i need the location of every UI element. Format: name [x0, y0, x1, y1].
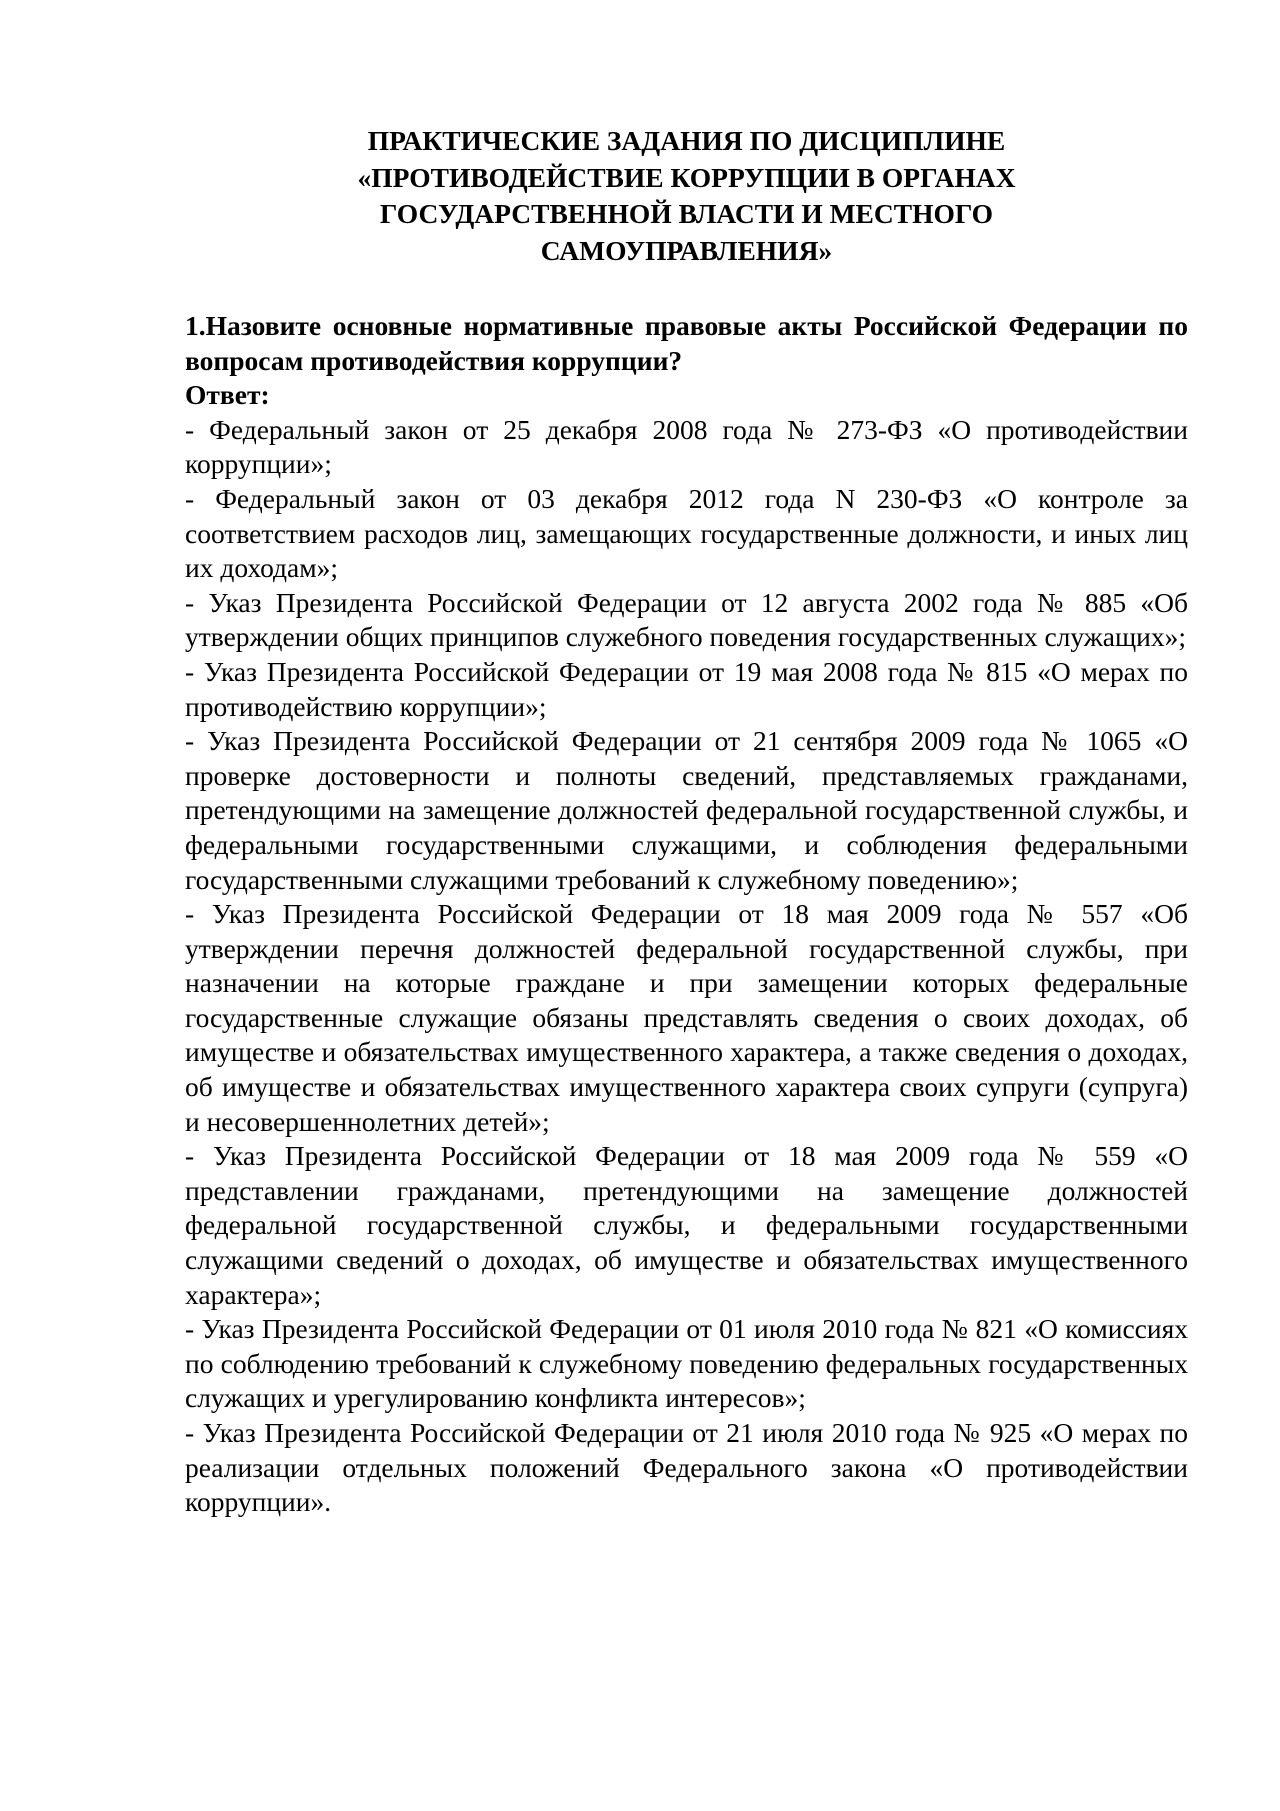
title-line-3: ГОСУДАРСТВЕННОЙ ВЛАСТИ И МЕСТНОГО [379, 198, 994, 229]
answer-item-6: - Указ Президента Российской Федерации от 18 мая 2009 года № 557 «Об утверждении перечня должностей федеральной государственной службы, при назначении на которые граждане и при замещении которых федеральные государственные служащие обязаны представлять сведения о своих доходах, об имуществе и обязательствах имущественного характера, а также сведения о доходах, об имуществе и обязательствах имущественного характера своих супруги (супруга) и несовершеннолетних детей»; [185, 898, 1188, 1137]
document-body [185, 309, 1188, 1520]
answer-item-8: - Указ Президента Российской Федерации от 01 июля 2010 года № 821 «О комиссиях по соблюдению требований к служебному поведению федеральных государственных служащих и урегулированию конфликта интересов»; [185, 1313, 1188, 1414]
title-line-1: ПРАКТИЧЕСКИЕ ЗАДАНИЯ ПО ДИСЦИПЛИНЕ [367, 125, 1006, 156]
answer-item-4: - Указ Президента Российской Федерации от 19 мая 2008 года № 815 «О мерах по противодействию коррупции»; [185, 655, 1188, 722]
answer-label: Ответ: [185, 379, 270, 411]
answer-item-2: - Федеральный закон от 03 декабря 2012 года N 230-ФЗ «О контроле за соответствием расходов лиц, замещающих государственные должности, и иных лиц их доходам»; [185, 482, 1188, 584]
document-title [185, 123, 1188, 269]
answer-item-7: - Указ Президента Российской Федерации от 18 мая 2009 года № 559 «О представлении гражданами, претендующими на замещение должностей федеральной государственной службы, и федеральными государственными служащими сведений о доходах, об имуществе и обязательствах имущественного характера»; [185, 1140, 1188, 1310]
title-line-4: САМОУПРАВЛЕНИЯ» [540, 234, 833, 266]
answer-item-1: - Федеральный закон от 25 декабря 2008 года № 273-ФЗ «О противодействии коррупции»; [185, 413, 1188, 480]
question-1: 1.Назовите основные нормативные правовые акты Российской Федерации по вопросам противодействия коррупции? [185, 310, 1188, 376]
answer-item-9: - Указ Президента Российской Федерации от 21 июля 2010 года № 925 «О мерах по реализации отдельных положений Федерального закона «О противодействии коррупции». [185, 1417, 1188, 1518]
answer-item-5: - Указ Президента Российской Федерации от 21 сентября 2009 года № 1065 «О проверке достоверности и полноты сведений, представляемых гражданами, претендующими на замещение должностей федеральной государственной службы, и федеральными государственными служащими, и соблюдения федеральными государственными служащими требований к служебному поведению»; [185, 725, 1188, 895]
answer-item-3: - Указ Президента Российской Федерации от 12 августа 2002 года № 885 «Об утверждении общих принципов служебного поведения государственных служащих»; [185, 586, 1188, 653]
title-line-2: «ПРОТИВОДЕЙСТВИЕ КОРРУПЦИИ В ОРГАНАХ [357, 161, 1016, 193]
